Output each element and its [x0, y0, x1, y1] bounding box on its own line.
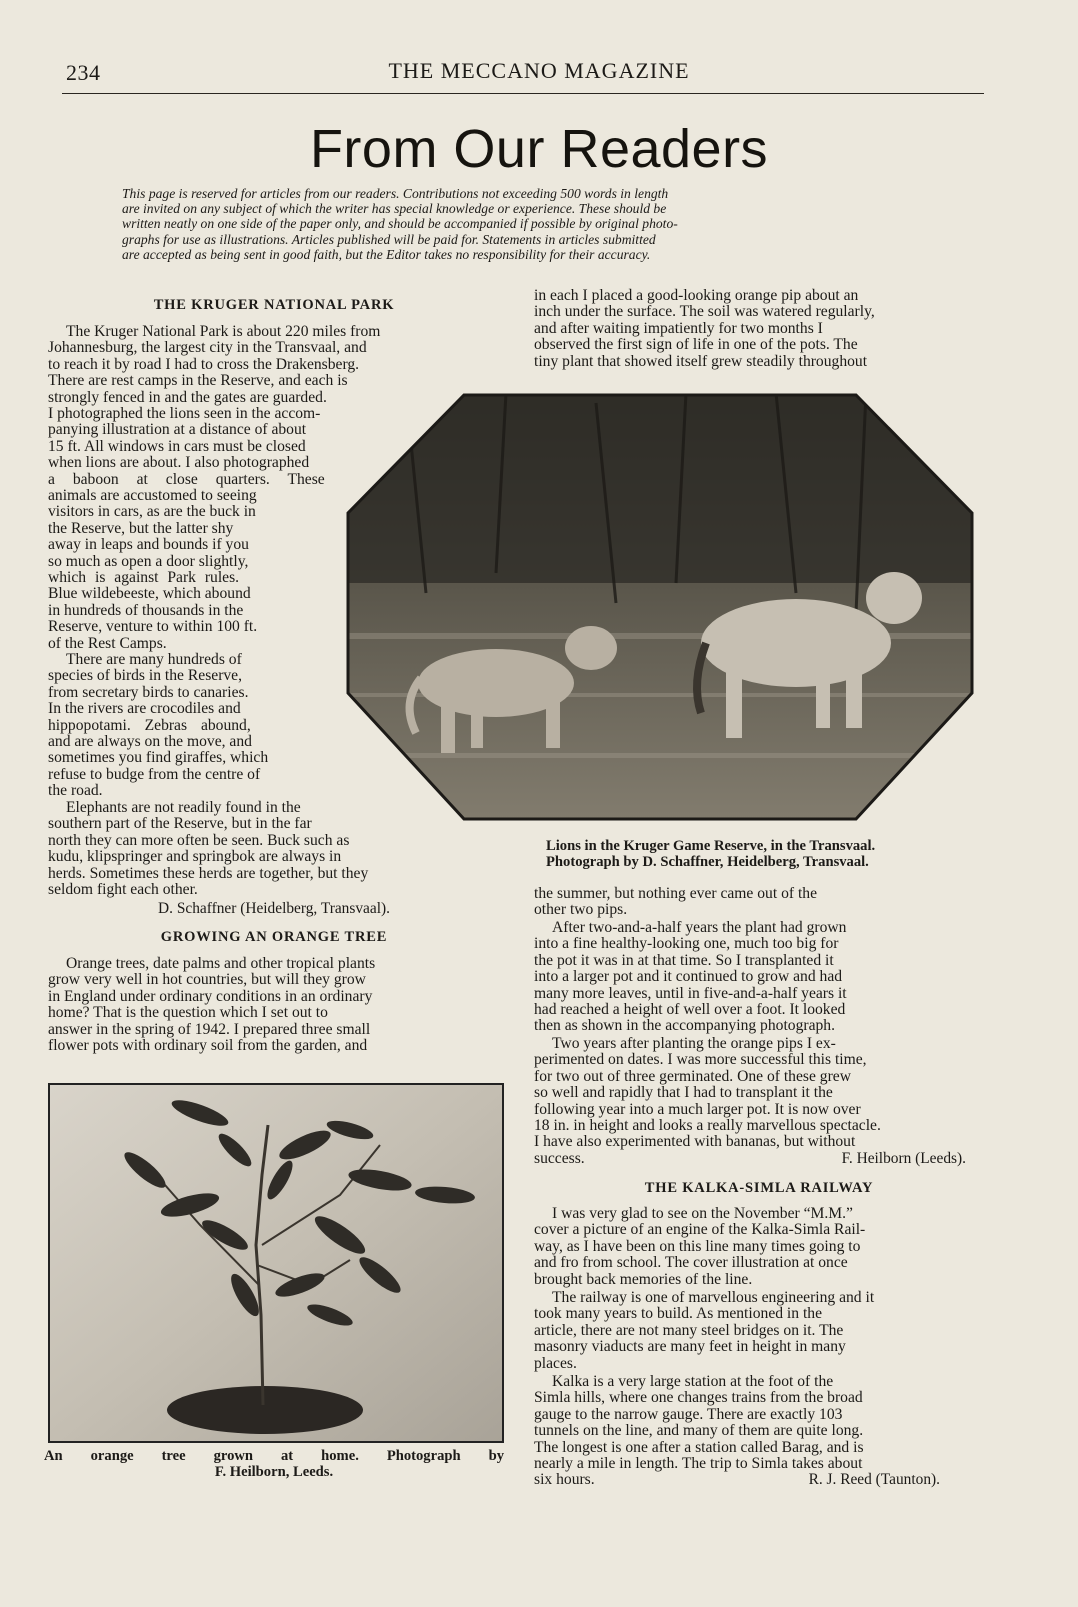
text-line: places. — [534, 1354, 577, 1372]
text-line: the summer, but nothing ever came out of the — [534, 885, 818, 902]
text-line: brought back memories of the line. — [534, 1270, 753, 1288]
text-line: Simla hills, where one changes trains from the broad — [534, 1389, 863, 1407]
text-line: had reached a height of well over a foot. It looked — [534, 1001, 846, 1019]
kruger-signature: D. Schaffner (Heidelberg, Transvaal). — [158, 900, 390, 917]
intro-line: are invited on any subject of which the writer has special knowledge or experience. These should be — [122, 201, 667, 217]
text-line: Two years after planting the orange pips I ex- — [552, 1035, 836, 1052]
orange-paragraph-3 — [534, 1036, 984, 1167]
text-line: the pot it was in at that time. So I transplanted it — [534, 951, 834, 969]
orange-paragraph-1 — [48, 956, 500, 1054]
text-line: 18 in. in height and looks a really marvellous spectacle. — [534, 1117, 881, 1135]
text-line: other two pips. — [534, 901, 628, 919]
orange-tree-image — [50, 1085, 502, 1441]
text-line: I photographed the lions seen in the accom- — [48, 405, 321, 422]
orange-tree-photo — [48, 1083, 504, 1443]
text-line: tunnels on the line, and many of them are quite long. — [534, 1422, 864, 1440]
kalka-heading: THE KALKA-SIMLA RAILWAY — [644, 1180, 874, 1196]
text-line: seldom fight each other. — [48, 881, 198, 899]
text-line: answer in the spring of 1942. I prepared three small — [48, 1020, 371, 1038]
text-line: flower pots with ordinary soil from the garden, and — [48, 1037, 368, 1055]
text-line: Orange trees, date palms and other tropical plants — [66, 955, 376, 972]
text-line: Reserve, venture to within 100 ft. — [48, 618, 258, 636]
text-line: perimented on dates. I was more successful this time, — [534, 1051, 867, 1069]
text-line: and are always on the move, and — [48, 733, 252, 751]
intro-line: are accepted as being sent in good faith, but the Editor takes no responsibility for their accuracy. — [122, 246, 651, 262]
closing-line — [534, 1472, 984, 1488]
closing-word: success. — [534, 1149, 585, 1167]
kalka-paragraph-1 — [534, 1206, 984, 1288]
text-line: After two-and-a-half years the plant had grown — [552, 919, 847, 936]
intro-line: This page is reserved for articles from our readers. Contributions not exceeding 500 words in length — [122, 186, 669, 201]
intro-line: graphs for use as illustrations. Articles published will be paid for. Statements in articles submitted — [122, 231, 656, 247]
text-line: the Reserve, but the latter shy — [48, 519, 234, 537]
text-line: sometimes you find giraffes, which — [48, 749, 269, 767]
text-line: of the Rest Camps. — [48, 634, 167, 652]
text-line: away in leaps and bounds if you — [48, 536, 249, 554]
text-line: then as shown in the accompanying photograph. — [534, 1017, 835, 1035]
text-line: when lions are about. I also photographed — [48, 454, 310, 472]
kruger-heading: THE KRUGER NATIONAL PARK — [153, 297, 395, 313]
text-line: the road. — [48, 782, 103, 800]
text-line: hippopotami. Zebras abound, — [48, 716, 251, 734]
text-line: article, there are not many steel bridges on it. The — [534, 1321, 844, 1339]
orange-heading: GROWING AN ORANGE TREE — [160, 929, 388, 945]
orange-continued-top — [534, 288, 984, 370]
text-line: strongly fenced in and the gates are guarded. — [48, 388, 327, 406]
orange-continued-mid — [534, 886, 984, 919]
text-line: so much as open a door slightly, — [48, 552, 249, 570]
text-line: and fro from school. The cover illustration at once — [534, 1254, 848, 1272]
text-line: which is against Park rules. — [48, 569, 240, 587]
kalka-paragraph-3 — [534, 1374, 984, 1489]
text-line: in each I placed a good-looking orange pip about an — [534, 287, 859, 304]
kruger-paragraph-3 — [48, 652, 386, 800]
orange-signature: F. Heilborn (Leeds). — [841, 1149, 966, 1167]
header-rule — [62, 93, 984, 94]
text-line: 15 ft. All windows in cars must be closed — [48, 437, 306, 455]
lions-photo — [346, 393, 974, 821]
text-line: visitors in cars, as are the buck in — [48, 503, 256, 521]
text-line: home? That is the question which I set out to — [48, 1004, 328, 1022]
page-title: From Our Readers — [309, 119, 769, 179]
caption-line: Lions in the Kruger Game Reserve, in the Transvaal. — [546, 838, 876, 854]
text-line: north they can more often be seen. Buck such as — [48, 831, 350, 849]
text-line: masonry viaducts are many feet in height in many — [534, 1338, 846, 1356]
kalka-signature: R. J. Reed (Taunton). — [808, 1471, 940, 1489]
text-line: animals are accustomed to seeing — [48, 487, 257, 505]
text-line: a baboon at close quarters. These — [48, 470, 325, 488]
text-line: from secretary birds to canaries. — [48, 683, 249, 701]
text-line: for two out of three germinated. One of these grew — [534, 1067, 851, 1085]
caption-line: An orange tree grown at home. Photograph by — [44, 1448, 504, 1464]
lions-caption — [546, 838, 986, 870]
kalka-paragraph-2 — [534, 1290, 984, 1372]
closing-line — [534, 1151, 984, 1167]
text-line: so well and rapidly that I had to transplant it the — [534, 1084, 833, 1102]
text-line: The longest is one after a station called Barag, and is — [534, 1438, 864, 1456]
text-line: grow very well in hot countries, but will they grow — [48, 971, 366, 989]
text-line: refuse to budge from the centre of — [48, 765, 261, 783]
magazine-title: THE MECCANO MAGAZINE — [388, 58, 690, 83]
text-line: species of birds in the Reserve, — [48, 667, 243, 685]
text-line: to reach it by road I had to cross the Drakensberg. — [48, 355, 360, 373]
text-line: observed the first sign of life in one of the pots. The — [534, 336, 858, 354]
text-line: cover a picture of an engine of the Kalka-Simla Rail- — [534, 1221, 866, 1239]
text-line: in hundreds of thousands in the — [48, 601, 244, 619]
text-line: There are many hundreds of — [66, 651, 242, 668]
text-line: I was very glad to see on the November “M.M.” — [552, 1205, 853, 1222]
text-line: Elephants are not readily found in the — [66, 799, 301, 816]
text-line: into a larger pot and it continued to grow and had — [534, 968, 843, 986]
text-line: kudu, klipspringer and springbok are always in — [48, 848, 342, 866]
text-line: into a fine healthy-looking one, much too big for — [534, 935, 839, 953]
text-line: nearly a mile in length. The trip to Simla takes about — [534, 1455, 863, 1473]
text-line: There are rest camps in the Reserve, and each is — [48, 372, 348, 390]
caption-line: Photograph by D. Schaffner, Heidelberg, Transvaal. — [546, 854, 869, 870]
text-line: gauge to the narrow gauge. There are exactly 103 — [534, 1405, 843, 1423]
text-line: southern part of the Reserve, but in the far — [48, 815, 312, 833]
text-line: Johannesburg, the largest city in the Transvaal, and — [48, 339, 367, 357]
text-line: tiny plant that showed itself grew steadily throughout — [534, 352, 868, 370]
text-line: and after waiting impatiently for two months I — [534, 319, 823, 337]
orange-paragraph-2 — [534, 920, 984, 1035]
page-number: 234 — [66, 60, 101, 85]
text-line: The railway is one of marvellous engineering and it — [552, 1289, 875, 1306]
intro-line: written neatly on one side of the paper only, and should be accompanied if possible by original photo- — [122, 216, 678, 232]
text-line: following year into a much larger pot. It is now over — [534, 1100, 861, 1118]
text-line: way, as I have been on this line many times going to — [534, 1237, 861, 1255]
lions-image — [346, 393, 974, 821]
text-line: took many years to build. As mentioned in the — [534, 1305, 823, 1323]
text-line: panying illustration at a distance of about — [48, 421, 307, 439]
closing-words: six hours. — [534, 1471, 595, 1489]
text-line: I have also experimented with bananas, but without — [534, 1133, 856, 1151]
caption-line: F. Heilborn, Leeds. — [214, 1464, 334, 1480]
text-line: Blue wildebeeste, which abound — [48, 585, 251, 603]
text-line: inch under the surface. The soil was watered regularly, — [534, 303, 875, 321]
intro-note — [122, 186, 912, 262]
text-line: many more leaves, until in five-and-a-half years it — [534, 984, 847, 1002]
text-line: The Kruger National Park is about 220 miles from — [66, 323, 381, 340]
text-line: herds. Sometimes these herds are together, but they — [48, 864, 369, 882]
text-line: In the rivers are crocodiles and — [48, 700, 241, 718]
text-line: in England under ordinary conditions in an ordinary — [48, 987, 373, 1005]
text-line: Kalka is a very large station at the foot of the — [552, 1373, 834, 1390]
orange-caption — [44, 1448, 504, 1480]
